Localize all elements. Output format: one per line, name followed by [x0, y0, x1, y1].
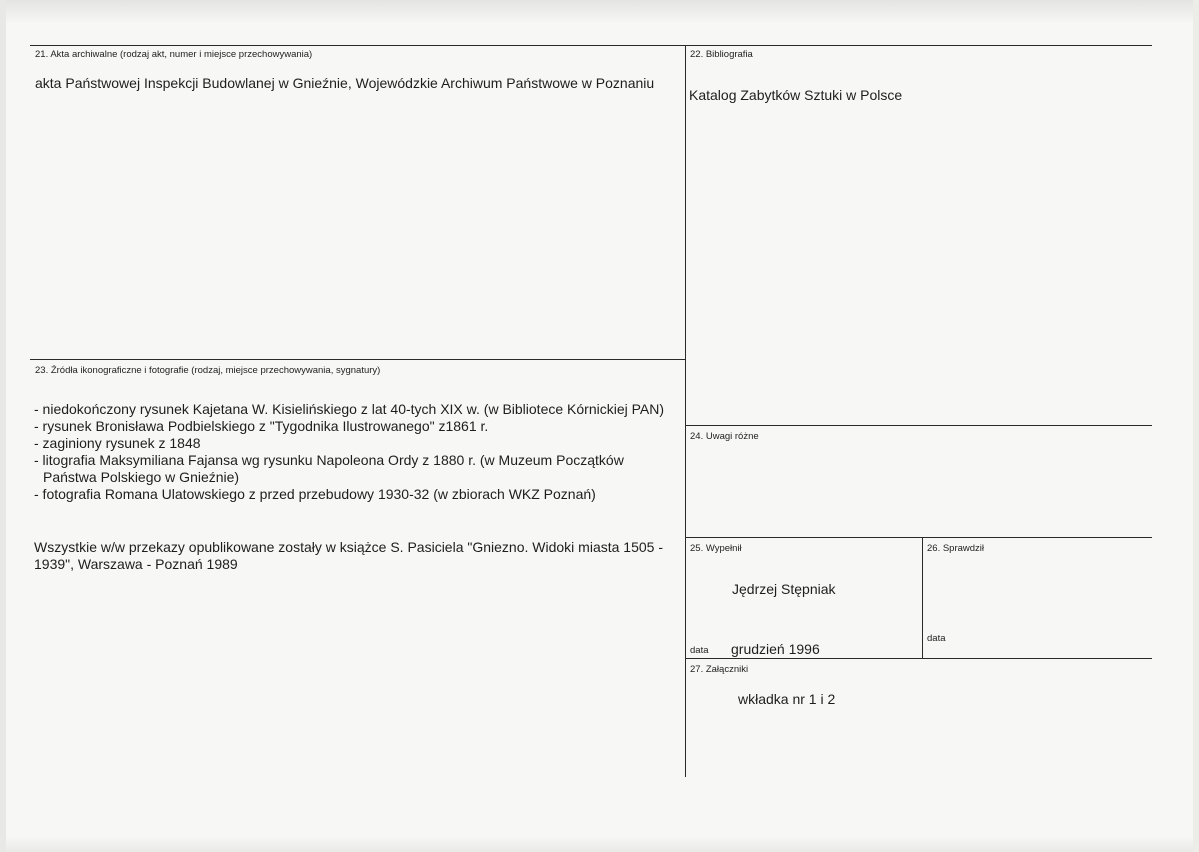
field-25-name: Jędrzej Stępniak — [732, 581, 836, 597]
scan-edge-right — [1193, 0, 1199, 852]
field-21-label: 21. Akta archiwalne (rodzaj akt, numer i miejsce przechowywania) — [35, 49, 313, 60]
rule-above-field-25 — [685, 537, 1152, 538]
list-item: - litografia Maksymiliana Fajansa wg rysunku Napoleona Ordy z 1880 r. (w Muzeum Początków Państwa Polskiego w Gnieźnie) — [34, 452, 624, 485]
field-26-date-label: data — [927, 633, 946, 644]
rule-above-field-27 — [685, 658, 1152, 659]
field-25-date-value: grudzień 1996 — [731, 641, 820, 657]
list-item: - rysunek Bronisława Podbielskiego z "Tygodnika Ilustrowanego" z1861 r. — [34, 418, 489, 434]
field-27-value: wkładka nr 1 i 2 — [738, 691, 836, 707]
field-22-label: 22. Bibliografia — [690, 49, 753, 60]
main-column-divider — [685, 45, 686, 777]
field-22-value: Katalog Zabytków Sztuki w Polsce — [689, 87, 903, 103]
field-27-label: 27. Załączniki — [690, 664, 749, 675]
field-23-list — [34, 401, 670, 503]
field-23-note: Wszystkie w/w przekazy opublikowane zostały w książce S. Pasiciela "Gniezno. Widoki miasta 1505 - 1939", Warszawa - Poznań 1989 — [34, 539, 663, 572]
scan-edge-bottom — [0, 836, 1199, 852]
field-25-label: 25. Wypełnił — [690, 543, 742, 554]
rule-above-field-24 — [685, 425, 1152, 426]
field-24-label: 24. Uwagi różne — [690, 431, 759, 442]
field-21-value: akta Państwowej Inspekcji Budowlanej w Gnieźnie, Wojewódzkie Archiwum Państwowe w Poznaniu — [35, 75, 655, 91]
field-25-date-label: data — [690, 645, 709, 656]
rule-above-field-23 — [30, 359, 685, 360]
field-26-label: 26. Sprawdził — [927, 543, 985, 554]
scan-edge-top — [0, 0, 1199, 24]
top-rule — [30, 45, 1152, 46]
scan-edge-left — [0, 0, 6, 852]
divider-field-25-26 — [922, 537, 923, 658]
list-item: - fotografia Romana Ulatowskiego z przed przebudowy 1930-32 (w zbiorach WKZ Poznań) — [34, 486, 596, 502]
list-item: - niedokończony rysunek Kajetana W. Kisielińskiego z lat 40-tych XIX w. (w Bibliotece Kórnickiej PAN) — [34, 401, 665, 417]
list-item: - zaginiony rysunek z 1848 — [34, 435, 201, 451]
field-23-label: 23. Źródła ikonograficzne i fotografie (rodzaj, miejsce przechowywania, sygnatury) — [35, 365, 381, 376]
